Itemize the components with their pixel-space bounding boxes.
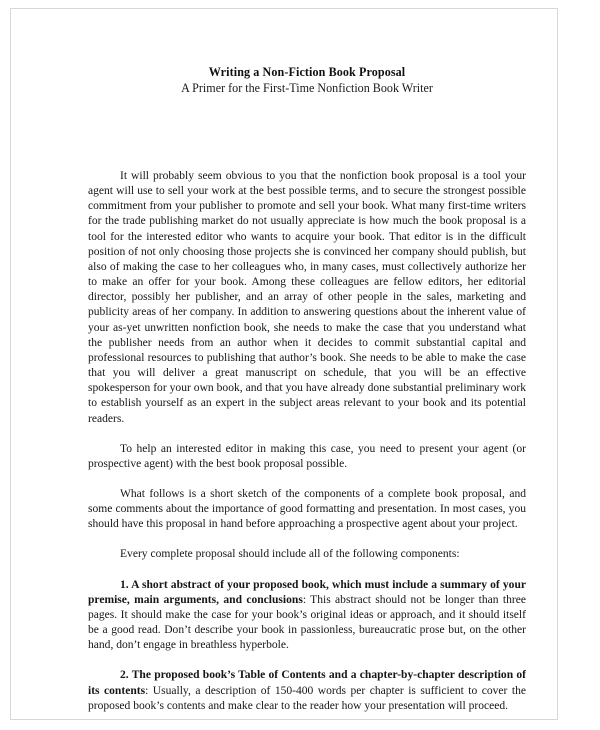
- document-page: [10, 8, 558, 720]
- list-item-2-body: : Usually, a description of 150-400 words per chapter is sufficient to cover the proposed book’s contents and make clear to the reader how your presentation will proceed.: [88, 684, 526, 712]
- list-item-2-lead: 2. The proposed book’s Table of Contents and a chapter-by-chapter description of its contents: [88, 669, 526, 697]
- page-subtitle: A Primer for the First-Time Nonfiction Book Writer: [181, 81, 433, 95]
- list-item-1-lead: 1. A short abstract of your proposed book, which must include a summary of your premise, main arguments, and conclusions: [88, 578, 526, 606]
- list-item-2: [88, 668, 526, 713]
- paragraph-what-follows: What follows is a short sketch of the components of a complete book proposal, and some comments about the importance of good formatting and presentation. In most cases, you should have this proposal in hand before approaching a prospective agent about your project.: [88, 487, 526, 531]
- page-content-area: [88, 9, 526, 720]
- list-item-1: [88, 578, 526, 654]
- paragraph-components-lead: Every complete proposal should include all of the following components:: [120, 548, 460, 561]
- paragraph-help-editor: To help an interested editor in making this case, you need to present your agent (or prospective agent) with the best book proposal possible.: [88, 442, 526, 470]
- document-body: [88, 169, 526, 714]
- paragraph-intro: It will probably seem obvious to you that the nonfiction book proposal is a tool your agent will use to sell your work at the best possible terms, and to secure the strongest possible commitment from your publisher to promote and sell your book. What many first-time writers for the trade publishing market do not usually appreciate is how much the book proposal is a tool for the interested editor who wants to acquire your book. That editor is in the difficult position of not only choosing those projects she is convinced her company should publish, but also of making the case to her colleagues who, in many cases, must collectively authorize her to make an offer for your book. Among these colleagues are fellow editors, her editorial director, possibly her publisher, and an array of other people in the sales, marketing and publicity areas of her company. In addition to answering questions about the inherent value of your as-yet unwritten nonfiction book, she needs to make the case that you understand what the publisher needs from an author when it decides to commit substantial capital and professional resources to publishing that author’s book. She needs to be able to make the case that you will deliver a great manuscript on schedule, that you will be an effective spokesperson for your own book, and that you have already done substantial preliminary work to establish yourself as an expert in the subject areas relevant to your book and its potential readers.: [88, 170, 526, 425]
- list-item-1-body: : This abstract should not be longer than three pages. It should make the case for your book’s original ideas or approach, and it should itself be a good read. Don’t describe your book in passionless, bureaucratic prose but, on the other hand, don’t engage in breathless hyperbole.: [88, 593, 526, 652]
- page-title: Writing a Non-Fiction Book Proposal: [208, 65, 406, 79]
